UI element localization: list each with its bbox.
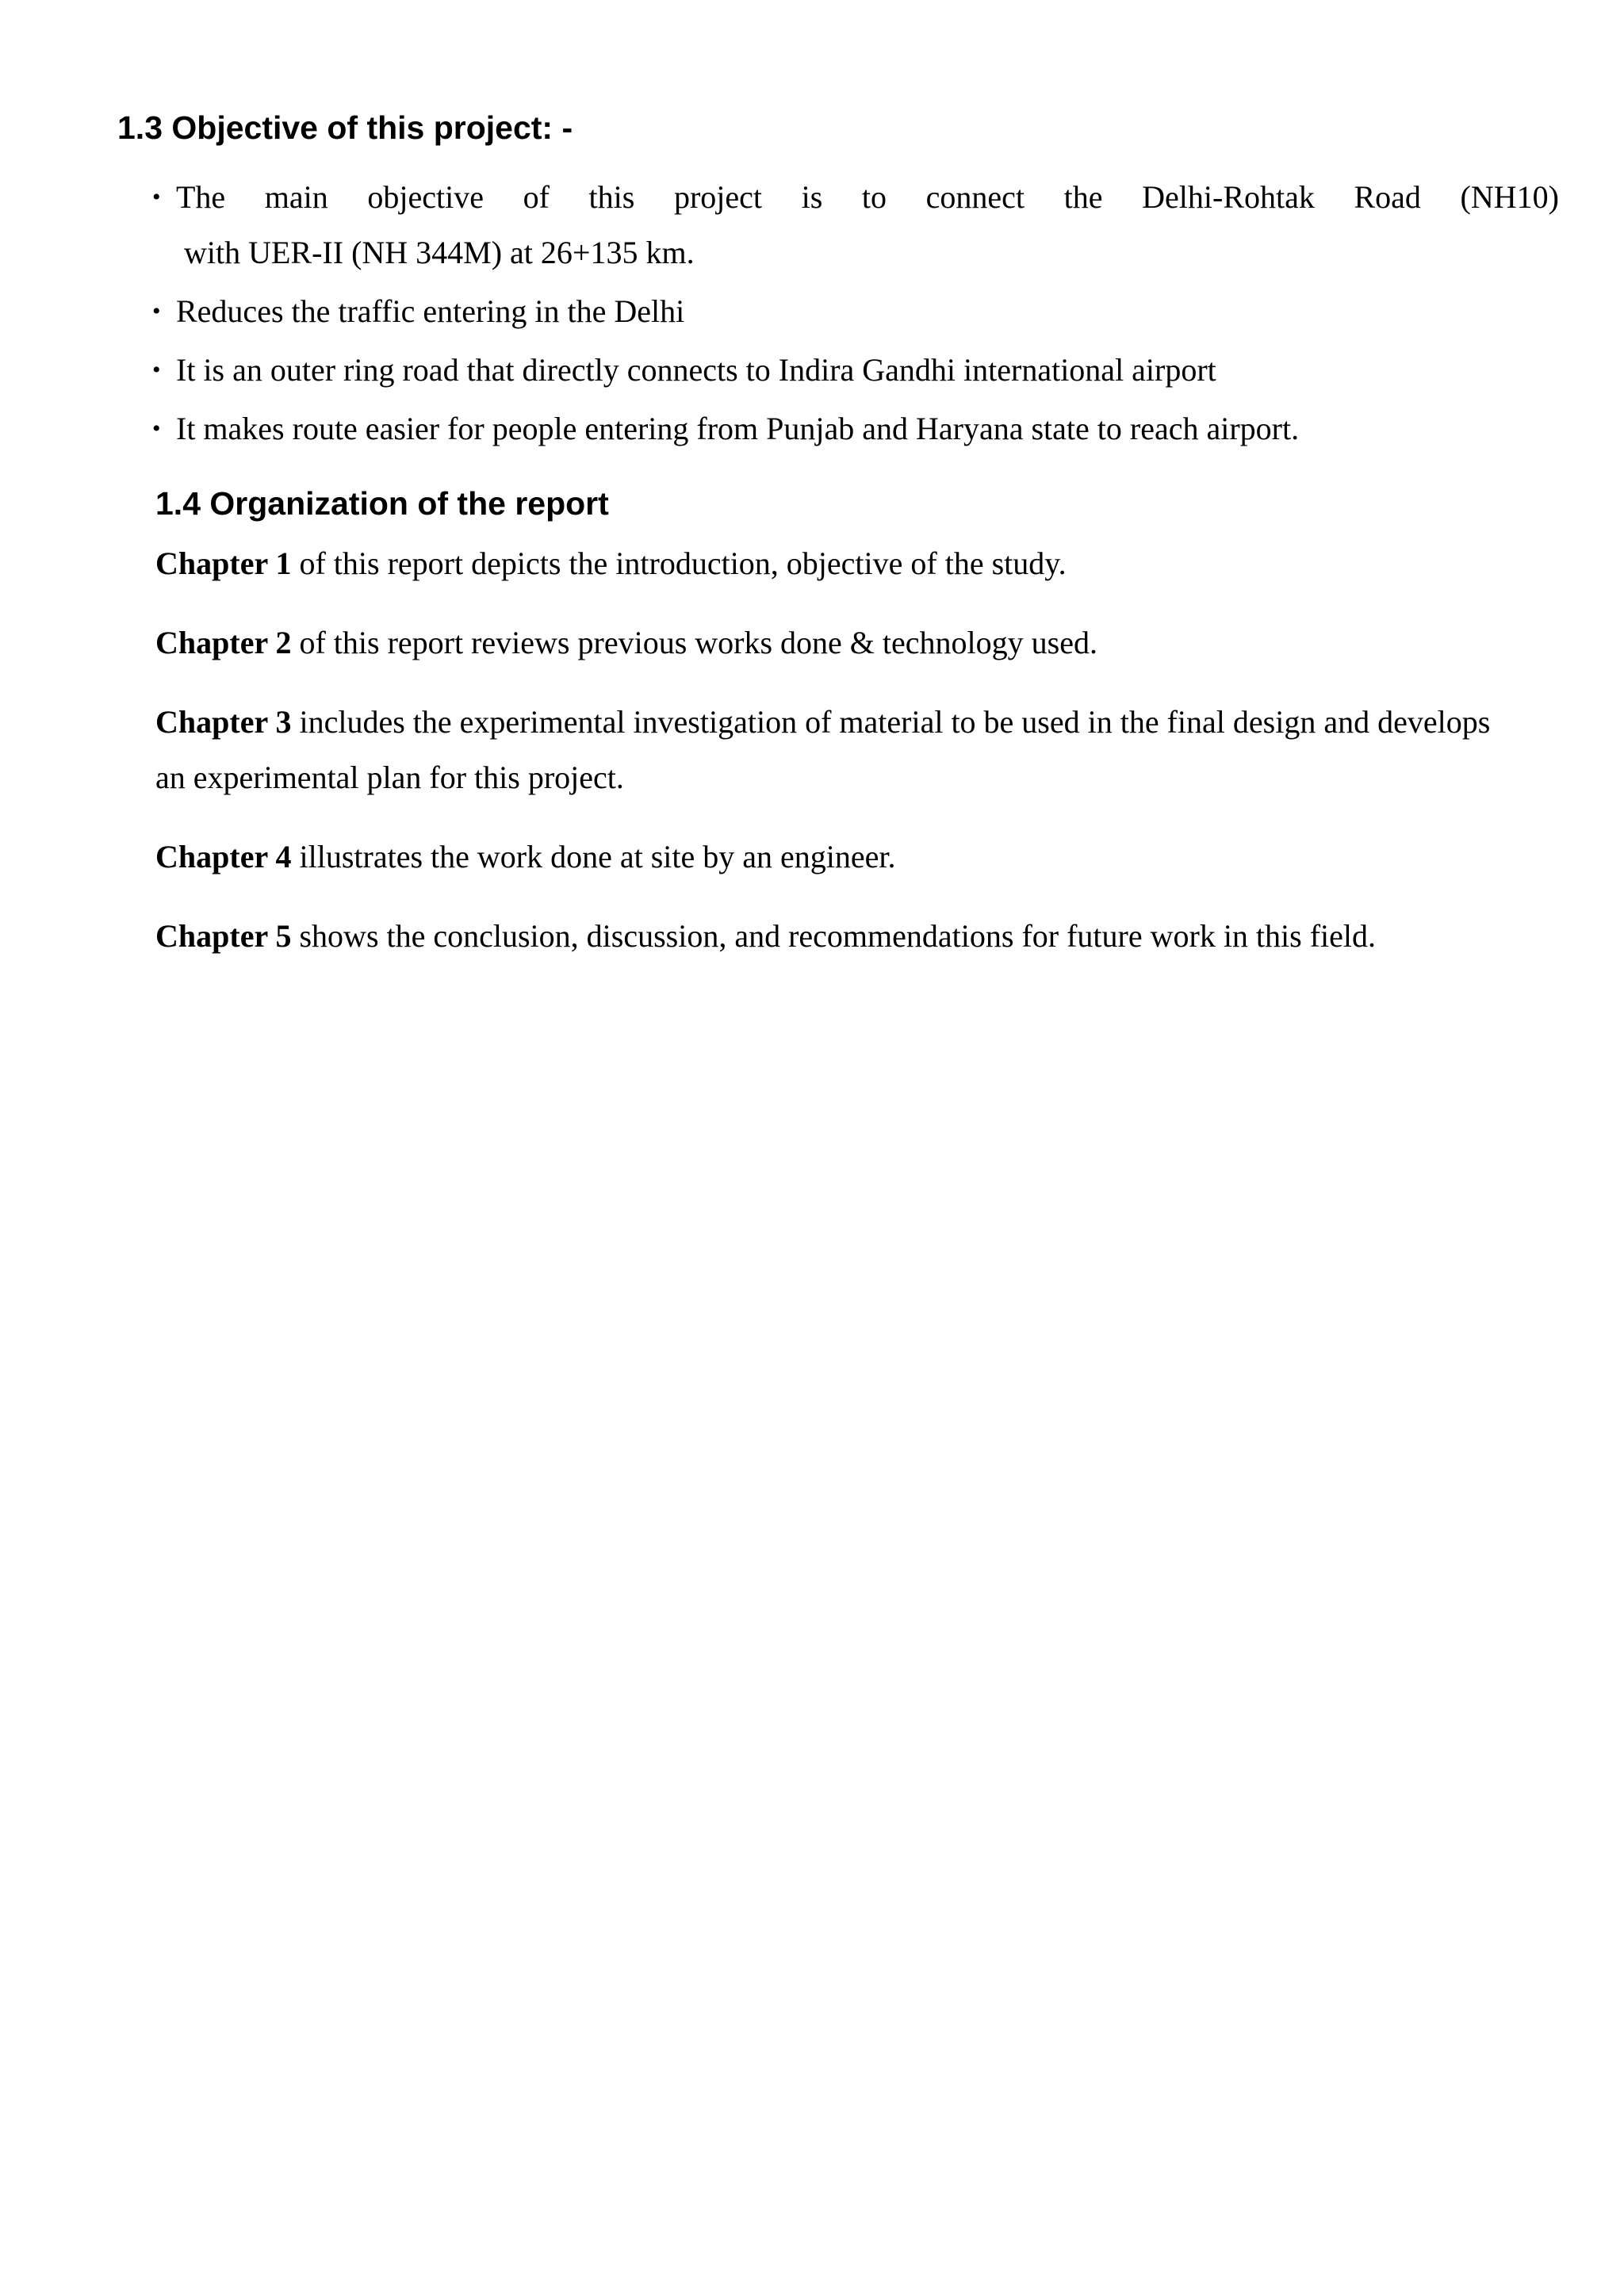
- chapter-description: includes the experimental investigation of material to be used in the final design and develops an experimental plan for this project.: [155, 704, 1491, 795]
- bullet-text: It makes route easier for people entering from Punjab and Haryana state to reach airport.: [176, 411, 1300, 446]
- word: main: [264, 179, 328, 215]
- word: The: [176, 179, 226, 215]
- bullet-line-justified: [176, 170, 1559, 225]
- bullet-icon: •: [152, 184, 161, 210]
- chapter-description: illustrates the work done at site by an engineer.: [291, 839, 896, 874]
- chapter-paragraph: [155, 829, 1519, 885]
- chapter-paragraph: [155, 695, 1519, 806]
- section-heading-objective: 1.3 Objective of this project: -: [117, 109, 573, 146]
- bullet-icon: •: [152, 415, 161, 442]
- chapter-summary-list: [155, 536, 1519, 988]
- word: Road: [1354, 179, 1421, 215]
- bullet-item: [152, 284, 1559, 339]
- objective-bullet-list: [152, 170, 1559, 460]
- chapter-label: Chapter 4: [155, 839, 292, 874]
- chapter-paragraph: [155, 615, 1519, 671]
- chapter-label: Chapter 1: [155, 545, 292, 581]
- bullet-icon: •: [152, 298, 161, 324]
- chapter-paragraph: [155, 536, 1519, 591]
- bullet-text: It is an outer ring road that directly connects to Indira Gandhi international airport: [176, 352, 1216, 388]
- bullet-item: [152, 170, 1559, 281]
- word: is: [801, 179, 823, 215]
- bullet-item: [152, 401, 1559, 457]
- word: of: [523, 179, 550, 215]
- chapter-description: shows the conclusion, discussion, and recommendations for future work in this field.: [291, 918, 1377, 954]
- chapter-paragraph: [155, 909, 1519, 964]
- chapter-label: Chapter 2: [155, 625, 292, 660]
- word: objective: [367, 179, 484, 215]
- chapter-description: of this report depicts the introduction, objective of the study.: [291, 545, 1067, 581]
- bullet-icon: •: [152, 357, 161, 383]
- chapter-label: Chapter 3: [155, 704, 292, 740]
- word: connect: [925, 179, 1025, 215]
- word: project: [673, 179, 763, 215]
- chapter-description: of this report reviews previous works done & technology used.: [291, 625, 1097, 660]
- bullet-continuation: with UER-II (NH 344M) at 26+135 km.: [184, 235, 695, 270]
- word: Delhi-Rohtak: [1142, 179, 1315, 215]
- section-heading-organization: 1.4 Organization of the report: [155, 485, 609, 522]
- bullet-text: Reduces the traffic entering in the Delhi: [176, 293, 685, 329]
- word: to: [861, 179, 887, 215]
- bullet-item: [152, 342, 1559, 398]
- chapter-label: Chapter 5: [155, 918, 292, 954]
- word: this: [588, 179, 635, 215]
- word: the: [1063, 179, 1103, 215]
- word: (NH10): [1460, 179, 1559, 215]
